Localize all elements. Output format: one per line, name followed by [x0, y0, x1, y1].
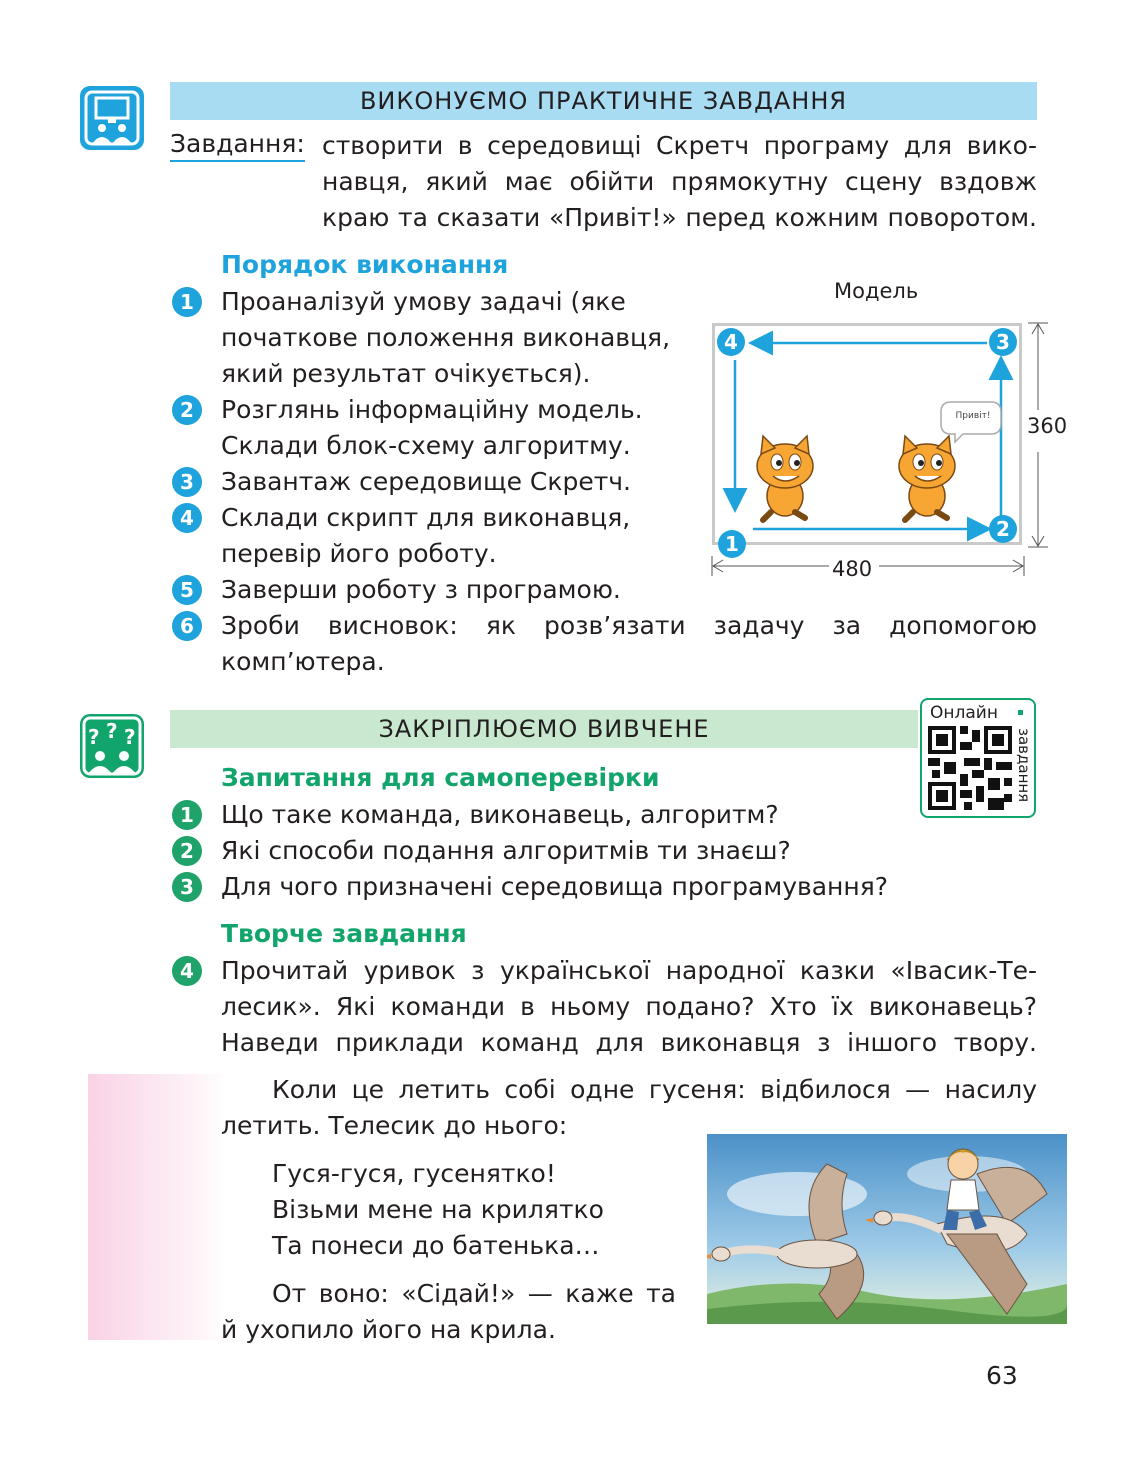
scratch-cat-right: [899, 436, 955, 520]
computer-lesson-icon: [80, 86, 144, 150]
creative-number: 4: [172, 956, 202, 986]
creative-heading: Творче завдання: [221, 919, 467, 948]
question-1-number: 1: [172, 800, 202, 830]
question-2: Які способи подання алгоритмів ти знаєш?: [221, 836, 791, 865]
story-intro-line-2: летить. Телесик до нього:: [221, 1111, 568, 1140]
step-1-line-2: початкове положення виконавця,: [221, 323, 671, 352]
task-label: Завдання:: [170, 128, 305, 162]
model-title: Модель: [834, 279, 919, 303]
story-pink-margin: [88, 1074, 228, 1340]
poem-line-1: Гуся-гуся, гусенятко!: [272, 1159, 556, 1188]
task-line-1: створити в середовищі Скретч програму для вико-: [322, 131, 1037, 160]
height-label: 360: [1027, 414, 1068, 438]
step-5-line-1: Заверши роботу з програмою.: [221, 575, 621, 604]
svg-text:?: ?: [106, 719, 118, 743]
page-number: 63: [986, 1361, 1018, 1390]
step-3-line-1: Завантаж середовище Скретч.: [221, 467, 631, 496]
question-1: Що таке команда, виконавець, алгоритм?: [221, 800, 779, 829]
poem-line-3: Та понеси до батенька…: [272, 1231, 600, 1260]
scratch-cat-left: [757, 436, 813, 520]
procedure-heading: Порядок виконання: [221, 250, 509, 279]
step-4-number: 4: [172, 503, 202, 533]
qr-code-icon: [928, 726, 1012, 810]
questions-lesson-icon: [80, 714, 144, 778]
online-tasks-qr-badge[interactable]: [920, 698, 1036, 818]
step-4-line-2: перевір його роботу.: [221, 539, 497, 568]
corner-3: 3: [989, 328, 1017, 356]
step-6-line-1: Зроби висновок: як розв’язати задачу за допомогою: [221, 611, 1037, 640]
question-3-number: 3: [172, 872, 202, 902]
step-2-line-1: Розглянь інформаційну модель.: [221, 395, 643, 424]
story-outro-line-1: От воно: «Сідай!» — каже та: [272, 1279, 676, 1308]
online-vertical-label-wrap: [1012, 728, 1034, 812]
width-label: 480: [832, 557, 873, 581]
svg-text:?: ?: [88, 725, 100, 749]
svg-text:?: ?: [124, 725, 136, 749]
story-intro-line-1: Коли це летить собі одне гусеня: відбилося — насилу: [272, 1075, 1037, 1104]
step-6-line-2: комп’ютера.: [221, 647, 385, 676]
step-5-number: 5: [172, 575, 202, 605]
speech-bubble-text: Привіт!: [955, 411, 991, 421]
model-path-arrows: [715, 326, 1019, 542]
question-2-number: 2: [172, 836, 202, 866]
step-2-number: 2: [172, 395, 202, 425]
corner-1: 1: [718, 530, 746, 558]
step-2-line-2: Склади блок-схему алгоритму.: [221, 431, 631, 460]
step-6-number: 6: [172, 611, 202, 641]
step-1-line-1: Проаналізуй умову задачі (яке: [221, 287, 626, 316]
fairy-tale-illustration: [707, 1134, 1067, 1324]
online-label: Онлайн: [930, 703, 998, 723]
step-3-number: 3: [172, 467, 202, 497]
creative-line-1: Прочитай уривок з української народної казки «Івасик-Те-: [221, 956, 1037, 985]
questions-heading: Запитання для самоперевірки: [221, 763, 660, 792]
question-3: Для чого призначені середовища програмування?: [221, 872, 889, 901]
step-4-line-1: Склади скрипт для виконавця,: [221, 503, 631, 532]
section-title-practice: ВИКОНУЄМО ПРАКТИЧНЕ ЗАВДАННЯ: [170, 82, 1037, 120]
task-line-3: краю та сказати «Привіт!» перед кожним поворотом.: [322, 203, 1037, 232]
section-title-review: ЗАКРІПЛЮЄМО ВИВЧЕНЕ: [170, 710, 918, 748]
story-outro-line-2: й ухопило його на крила.: [221, 1315, 556, 1344]
task-line-2: навця, який має обійти прямокутну сцену вздовж: [322, 167, 1037, 196]
corner-4: 4: [717, 328, 745, 356]
online-dot: [1018, 710, 1023, 715]
creative-line-3: Наведи приклади команд для виконавця з іншого твору.: [221, 1028, 1037, 1057]
poem-line-2: Візьми мене на крилятко: [272, 1195, 604, 1224]
corner-2: 2: [989, 515, 1017, 543]
model-stage: [712, 323, 1022, 545]
online-vertical-label: завдання: [1015, 728, 1033, 803]
step-1-number: 1: [172, 287, 202, 317]
creative-line-2: лесик». Які команди в ньому подано? Хто їх виконавець?: [221, 992, 1037, 1021]
step-1-line-3: який результат очікується).: [221, 359, 591, 388]
